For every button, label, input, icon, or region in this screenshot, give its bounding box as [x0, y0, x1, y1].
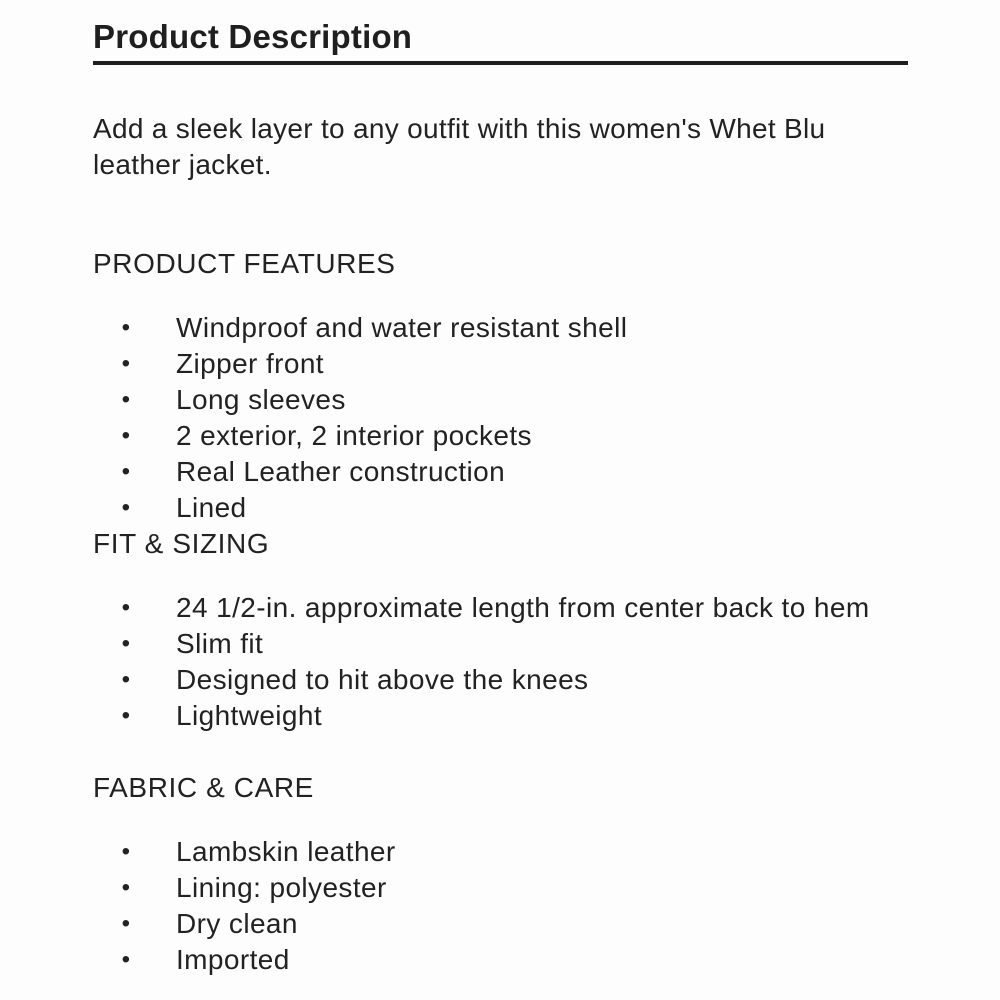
list-item — [0, 310, 896, 346]
list-item — [0, 942, 896, 978]
list-item — [0, 454, 896, 490]
bullet-icon: • — [121, 594, 131, 621]
bullet-icon: • — [121, 314, 131, 341]
bullet-icon: • — [121, 874, 131, 901]
bullet-icon: • — [121, 910, 131, 937]
list-item-text: Zipper front — [176, 348, 324, 379]
fit-sizing-list — [0, 590, 1000, 734]
bullet-icon: • — [121, 350, 131, 377]
list-item-text: Lambskin leather — [176, 836, 396, 867]
list-item-text: Lining: polyester — [176, 872, 387, 903]
list-item — [0, 662, 896, 698]
list-item-text: Designed to hit above the knees — [176, 664, 589, 695]
bullet-icon: • — [121, 386, 131, 413]
bullet-icon: • — [121, 422, 131, 449]
fabric-care-list — [0, 834, 1000, 978]
bullet-icon: • — [121, 702, 131, 729]
list-item-text: 24 1/2-in. approximate length from center back to hem — [176, 592, 870, 623]
bullet-icon: • — [121, 630, 131, 657]
intro-text: Add a sleek layer to any outfit with this women's Whet Blu leather jacket. — [93, 113, 826, 180]
page-title: Product Description — [93, 18, 413, 55]
list-item-text: Slim fit — [176, 628, 264, 659]
list-item-text: Dry clean — [176, 908, 298, 939]
bullet-icon: • — [121, 838, 131, 865]
bullet-icon: • — [121, 946, 131, 973]
list-item-text: Long sleeves — [176, 384, 346, 415]
list-item — [0, 906, 896, 942]
list-item — [0, 418, 896, 454]
list-item-text: Lightweight — [176, 700, 323, 731]
list-item — [0, 626, 896, 662]
list-item-text: Imported — [176, 944, 290, 975]
list-item-text: Real Leather construction — [176, 456, 506, 487]
list-item — [0, 490, 896, 526]
list-item-text: Lined — [176, 492, 247, 523]
section-heading-product-features: PRODUCT FEATURES — [93, 248, 396, 279]
section-heading-fit-sizing: FIT & SIZING — [93, 528, 270, 559]
bullet-icon: • — [121, 458, 131, 485]
list-item — [0, 382, 896, 418]
list-item — [0, 870, 896, 906]
list-item-text: Windproof and water resistant shell — [176, 312, 628, 343]
title-divider — [93, 61, 908, 65]
list-item-text: 2 exterior, 2 interior pockets — [176, 420, 532, 451]
product-features-list — [0, 310, 1000, 526]
list-item — [0, 590, 896, 626]
section-heading-fabric-care: FABRIC & CARE — [93, 772, 314, 803]
bullet-icon: • — [121, 494, 131, 521]
list-item — [0, 834, 896, 870]
list-item — [0, 698, 896, 734]
list-item — [0, 346, 896, 382]
bullet-icon: • — [121, 666, 131, 693]
